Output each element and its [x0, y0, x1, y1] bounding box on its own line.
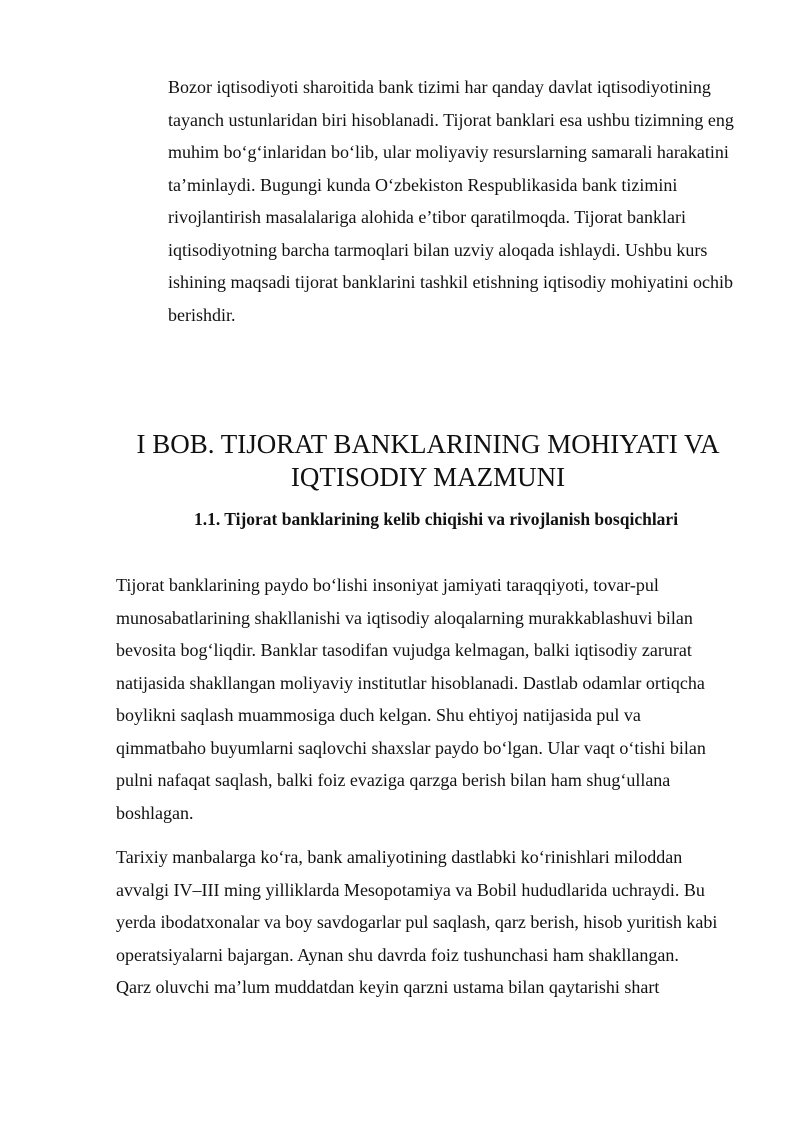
- text-line: pulni nafaqat saqlash, balki foiz evaziga qarzga berish bilan ham shug‘ullana: [116, 770, 671, 790]
- text-line: muhim bo‘g‘inlaridan bo‘lib, ular moliyaviy resurslarning samarali harakatini: [168, 142, 729, 162]
- intro-paragraph: [116, 71, 756, 331]
- chapter-title: [60, 428, 796, 494]
- history-paragraph: [116, 841, 756, 1004]
- text-line: ta’minlaydi. Bugungi kunda O‘zbekiston Respublikasida bank tizimini: [168, 174, 678, 195]
- text-line: berishdir.: [168, 304, 236, 325]
- text-line: bevosita bog‘liqdir. Banklar tasodifan vujudga kelmagan, balki iqtisodiy zarurat: [116, 640, 692, 660]
- text-line: Tijorat banklarining paydo bo‘lishi insoniyat jamiyati taraqqiyoti, tovar-pul: [116, 575, 659, 595]
- text-line: ishining maqsadi tijorat banklarini tashkil etishning iqtisodiy mohiyatini ochib: [168, 272, 733, 292]
- text-line: tayanch ustunlaridan biri hisoblanadi. Tijorat banklari esa ushbu tizimning eng: [168, 109, 734, 130]
- text-line: Bozor iqtisodiyoti sharoitida bank tizimi har qanday davlat iqtisodiyotining: [168, 77, 711, 97]
- text-line: Qarz oluvchi ma’lum muddatdan keyin qarzni ustama bilan qaytarishi shart: [116, 977, 660, 997]
- chapter-title-line: I BOB. TIJORAT BANKLARINING MOHIYATI VA: [136, 429, 720, 459]
- text-line: boshlagan.: [116, 802, 194, 823]
- text-line: qimmatbaho buyumlarni saqlovchi shaxslar paydo bo‘lgan. Ular vaqt o‘tishi bilan: [116, 737, 706, 758]
- text-line: iqtisodiyotning barcha tarmoqlari bilan uzviy aloqada ishlaydi. Ushbu kurs: [168, 239, 708, 260]
- chapter-title-line: IQTISODIY MAZMUNI: [290, 462, 566, 492]
- text-line: natijasida shakllangan moliyaviy institutlar hisoblanadi. Dastlab odamlar ortiqcha: [116, 672, 705, 693]
- text-line: munosabatlarining shakllanishi va iqtisodiy aloqalarning murakkablashuvi bilan: [116, 607, 693, 628]
- text-line: avvalgi IV–III ming yilliklarda Mesopotamiya va Bobil hududlarida uchraydi. Bu: [116, 879, 705, 900]
- section-title: 1.1. Tijorat banklarining kelib chiqishi va rivojlanish bosqichlari: [193, 509, 679, 529]
- text-line: rivojlantirish masalalariga alohida e’tibor qaratilmoqda. Tijorat banklari: [168, 207, 687, 227]
- text-line: yerda ibodatxonalar va boy savdogarlar pul saqlash, qarz berish, hisob yuritish kabi: [116, 912, 718, 932]
- text-line: Tarixiy manbalarga ko‘ra, bank amaliyotining dastlabki ko‘rinishlari miloddan: [116, 847, 683, 867]
- text-line: operatsiyalarni bajargan. Aynan shu davrda foiz tushunchasi ham shakllangan.: [116, 944, 679, 965]
- text-line: boylikni saqlash muammosiga duch kelgan. Shu ehtiyoj natijasida pul va: [116, 705, 641, 725]
- origin-paragraph: [116, 569, 756, 829]
